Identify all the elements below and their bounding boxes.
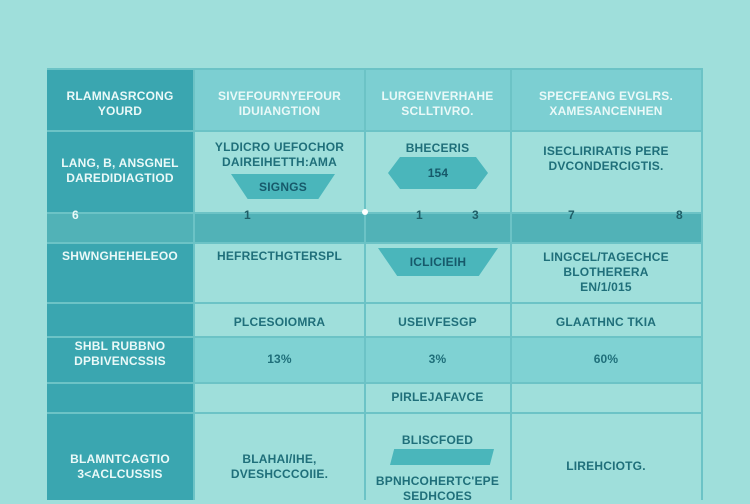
- cell-text: LINGCEL/TAGECHCE BLOTHERERA EN/1/015: [543, 250, 669, 294]
- cell-text: USEIVFESGP: [398, 315, 477, 329]
- tick-label: 7: [568, 208, 575, 222]
- grid-divider: [47, 412, 703, 414]
- tick-label: 3: [472, 208, 479, 222]
- parallelogram-shape: [390, 449, 494, 465]
- cell-text: PIRLEJAFAVCE: [391, 390, 484, 404]
- cell-text: BHECERIS: [405, 141, 470, 155]
- shape-label: ICLICIEIH: [409, 255, 467, 269]
- cell-text: ISECLIRIRATIS PERE DVCONDERCIGTIS.: [543, 144, 669, 173]
- row-label: SHBL RUBBNO DPBIVENCSSIS: [74, 339, 166, 368]
- tick-label: 6: [72, 208, 79, 222]
- label-column-background: [47, 68, 194, 500]
- cell-text: GLAATHNC TKIA: [555, 315, 657, 329]
- cell-text: YLDICRO UEFOCHOR DAIREIHETTH:AMA: [214, 140, 345, 169]
- tick-band: [47, 212, 703, 242]
- marker-dot: [362, 209, 368, 215]
- tick-label: 1: [244, 208, 251, 222]
- grid-divider: [47, 68, 703, 70]
- column-header: SIVEFOURNYEFOUR IDUIANGTION: [217, 89, 341, 118]
- grid-divider: [47, 212, 703, 214]
- cell-text: BLISCFOED: [401, 433, 474, 447]
- shape-label: 154: [427, 166, 449, 180]
- tick-label: 1: [416, 208, 423, 222]
- column-header: LURGENVERHAHE SCLLTIVRO.: [381, 89, 494, 118]
- cell-text: HEFRECTHGTERSPL: [216, 249, 342, 263]
- cell-text: BLAHAI/IHE, DVESHCCCOIIE.: [230, 452, 329, 481]
- cell-text: LIREHCIOTG.: [566, 459, 646, 473]
- tick-label: 8: [676, 208, 683, 222]
- cell-text: PLCESOIOMRA: [233, 315, 326, 329]
- grid-divider: [701, 68, 703, 500]
- percent-value: 3%: [428, 352, 447, 366]
- row-label: BLAMNTCAGTIO 3<ACLCUSSIS: [70, 452, 170, 481]
- grid-divider: [47, 382, 703, 384]
- grid-divider: [47, 336, 703, 338]
- grid-divider: [193, 68, 195, 500]
- percent-value: 13%: [267, 352, 292, 366]
- shape-label: SIGNGS: [259, 180, 307, 194]
- row-label: SHWNGHEHELEOO: [62, 249, 178, 263]
- row-label: LANG, B, ANSGNEL DAREDIDIAGTIOD: [61, 156, 179, 185]
- cell-text: BPNHCOHERTC'EPE SEDHCOES: [375, 474, 500, 503]
- grid-divider: [47, 130, 703, 132]
- percent-value: 60%: [593, 352, 619, 366]
- grid-divider: [47, 302, 703, 304]
- header-label: RLAMNASRCONG YOURD: [66, 89, 174, 118]
- column-header: SPECFEANG EVGLRS. XAMESANCENHEN: [538, 89, 674, 118]
- grid-divider: [47, 242, 703, 244]
